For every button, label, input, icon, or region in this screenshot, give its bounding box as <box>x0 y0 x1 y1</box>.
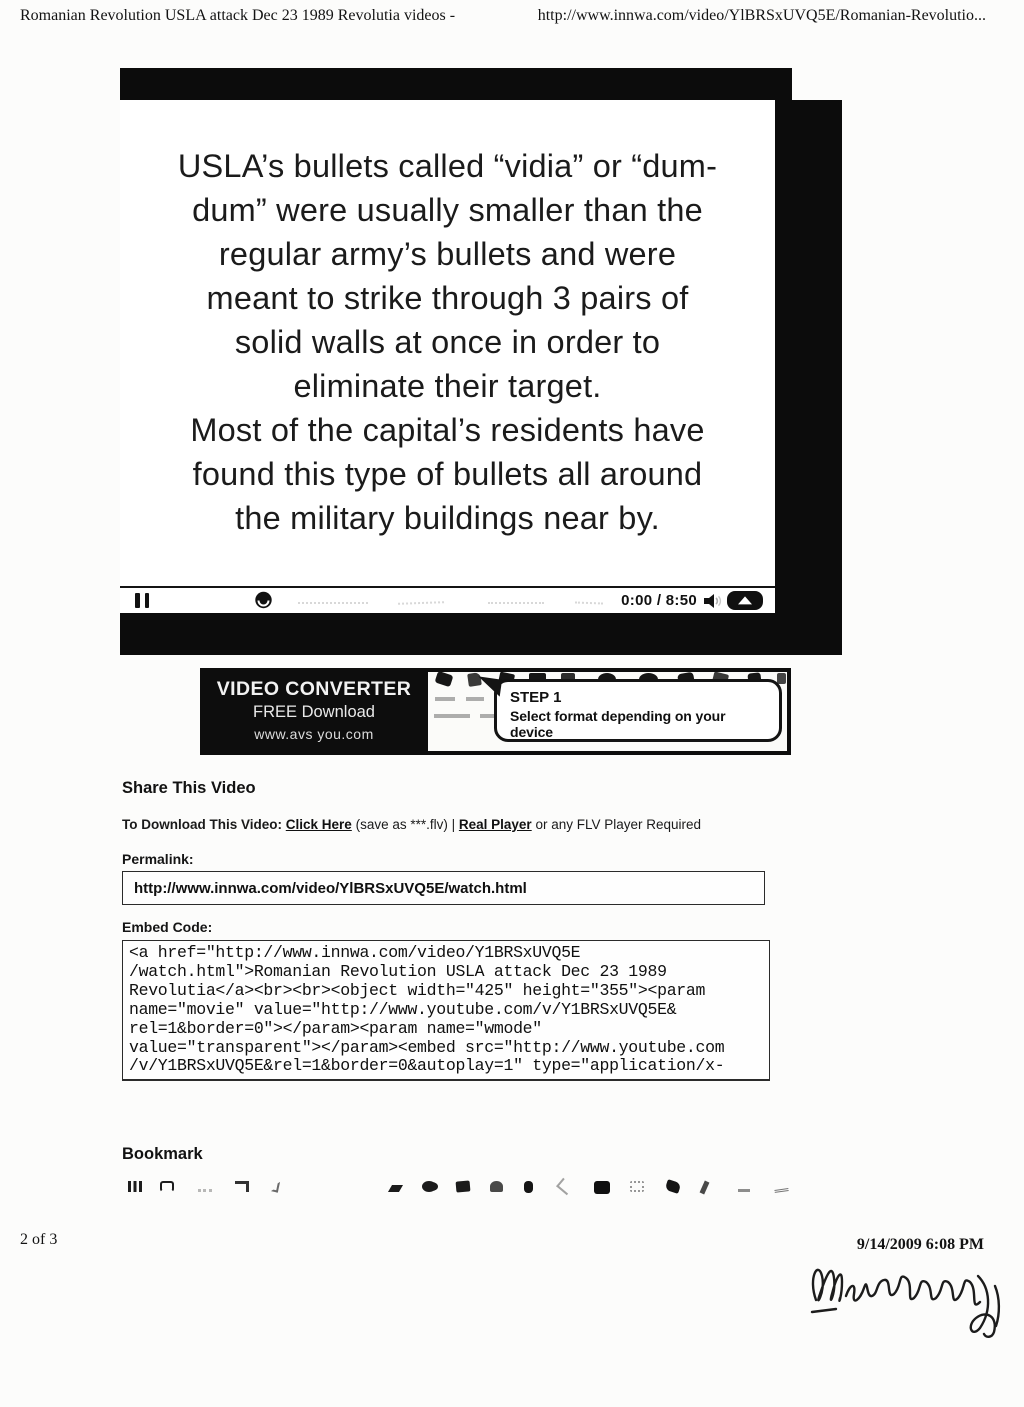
bookmark-icon[interactable] <box>422 1181 436 1192</box>
bookmark-icon[interactable] <box>128 1181 142 1192</box>
bookmark-heading: Bookmark <box>122 1145 203 1163</box>
ad-site-url: www.avs you.com <box>254 726 374 742</box>
device-icon <box>435 671 454 687</box>
permalink-input[interactable] <box>122 871 765 905</box>
faint-print-artifact <box>298 600 368 604</box>
player-bottom-bar <box>120 613 842 655</box>
bookmark-icon[interactable] <box>594 1181 610 1194</box>
ad-step-callout <box>494 679 782 742</box>
bookmark-icon[interactable] <box>388 1185 403 1192</box>
volume-icon[interactable] <box>703 593 725 614</box>
caption-line: regular army’s bullets and were <box>218 236 677 272</box>
caption-line: Most of the capital’s residents have <box>190 412 705 448</box>
ad-step-text: Select format depending on your device <box>510 708 726 740</box>
player-right-bar <box>775 100 842 613</box>
fullscreen-button[interactable] <box>727 591 763 610</box>
caption-line: dum” were usually smaller than the <box>192 192 703 228</box>
share-heading: Share This Video <box>122 779 256 797</box>
illegible-label <box>435 697 455 701</box>
ad-banner[interactable] <box>200 668 791 755</box>
player-top-bar <box>120 68 792 100</box>
bookmark-icon[interactable] <box>773 1180 788 1193</box>
permalink-label: Permalink: <box>122 851 194 867</box>
print-datetime: 9/14/2009 6:08 PM <box>856 1236 984 1253</box>
bookmark-icon-row <box>122 1179 832 1195</box>
embed-code-textarea[interactable] <box>122 940 770 1081</box>
video-caption <box>120 100 775 540</box>
caption-line: meant to strike through 3 pairs of <box>206 280 689 316</box>
up-triangle-icon <box>738 596 752 604</box>
bookmark-icon[interactable] <box>160 1181 174 1192</box>
bookmark-icon[interactable] <box>235 1181 249 1192</box>
faint-print-artifact <box>398 599 444 605</box>
caption-line: solid walls at once in order to <box>234 324 661 360</box>
bookmark-icon[interactable] <box>738 1181 750 1192</box>
real-player-link[interactable]: Real Player <box>458 817 532 832</box>
pause-icon[interactable] <box>135 593 149 608</box>
page-number: 2 of 3 <box>20 1231 58 1248</box>
bookmark-icon[interactable] <box>456 1180 471 1192</box>
caption-line: eliminate their target. <box>293 368 602 404</box>
download-label: To Download This Video: <box>122 817 282 832</box>
bookmark-icon[interactable] <box>271 1180 280 1192</box>
download-line <box>122 817 701 832</box>
bookmark-icon[interactable] <box>700 1181 710 1195</box>
bookmark-icon[interactable] <box>490 1181 503 1192</box>
handwritten-signature <box>802 1248 1007 1340</box>
faint-print-artifact <box>488 600 544 604</box>
click-here-link[interactable]: Click Here <box>285 817 352 832</box>
faint-print-artifact <box>575 600 603 605</box>
illegible-label <box>466 697 484 701</box>
caption-line: USLA’s bullets called “vidia” or “dum- <box>177 148 718 184</box>
video-screen[interactable] <box>120 100 775 586</box>
download-save-note: (save as ***.flv) | <box>355 817 456 832</box>
ad-title: VIDEO CONVERTER <box>216 678 412 700</box>
print-header-title: Romanian Revolution USLA attack Dec 23 1989 Revolutia videos - <box>20 7 456 24</box>
bookmark-icon[interactable] <box>665 1179 682 1194</box>
illegible-label <box>434 714 470 718</box>
ad-step-label: STEP 1 <box>510 689 562 706</box>
caption-line: found this type of bullets all around <box>192 456 703 492</box>
print-header-url: http://www.innwa.com/video/YlBRSxUVQ5E/Romanian-Revolutio... <box>537 7 986 24</box>
print-header <box>20 7 986 25</box>
callout-tail <box>476 676 502 696</box>
caption-line: the military buildings near by. <box>235 500 660 536</box>
bookmark-icon[interactable] <box>630 1181 644 1192</box>
download-suffix: or any FLV Player Required <box>535 817 702 832</box>
ad-text-block <box>200 668 428 755</box>
embed-code-label: Embed Code: <box>122 919 213 935</box>
time-display: 0:00 / 8:50 <box>621 592 697 609</box>
bookmark-icon[interactable] <box>198 1181 212 1192</box>
bookmark-icon[interactable] <box>524 1181 533 1193</box>
bookmark-icon[interactable] <box>556 1178 574 1195</box>
video-player <box>120 68 842 655</box>
ad-device-panel <box>428 672 787 751</box>
ad-subtitle: FREE Download <box>253 703 375 721</box>
player-logo-icon <box>254 591 273 615</box>
device-icon <box>777 673 786 684</box>
player-control-bar <box>120 586 775 613</box>
